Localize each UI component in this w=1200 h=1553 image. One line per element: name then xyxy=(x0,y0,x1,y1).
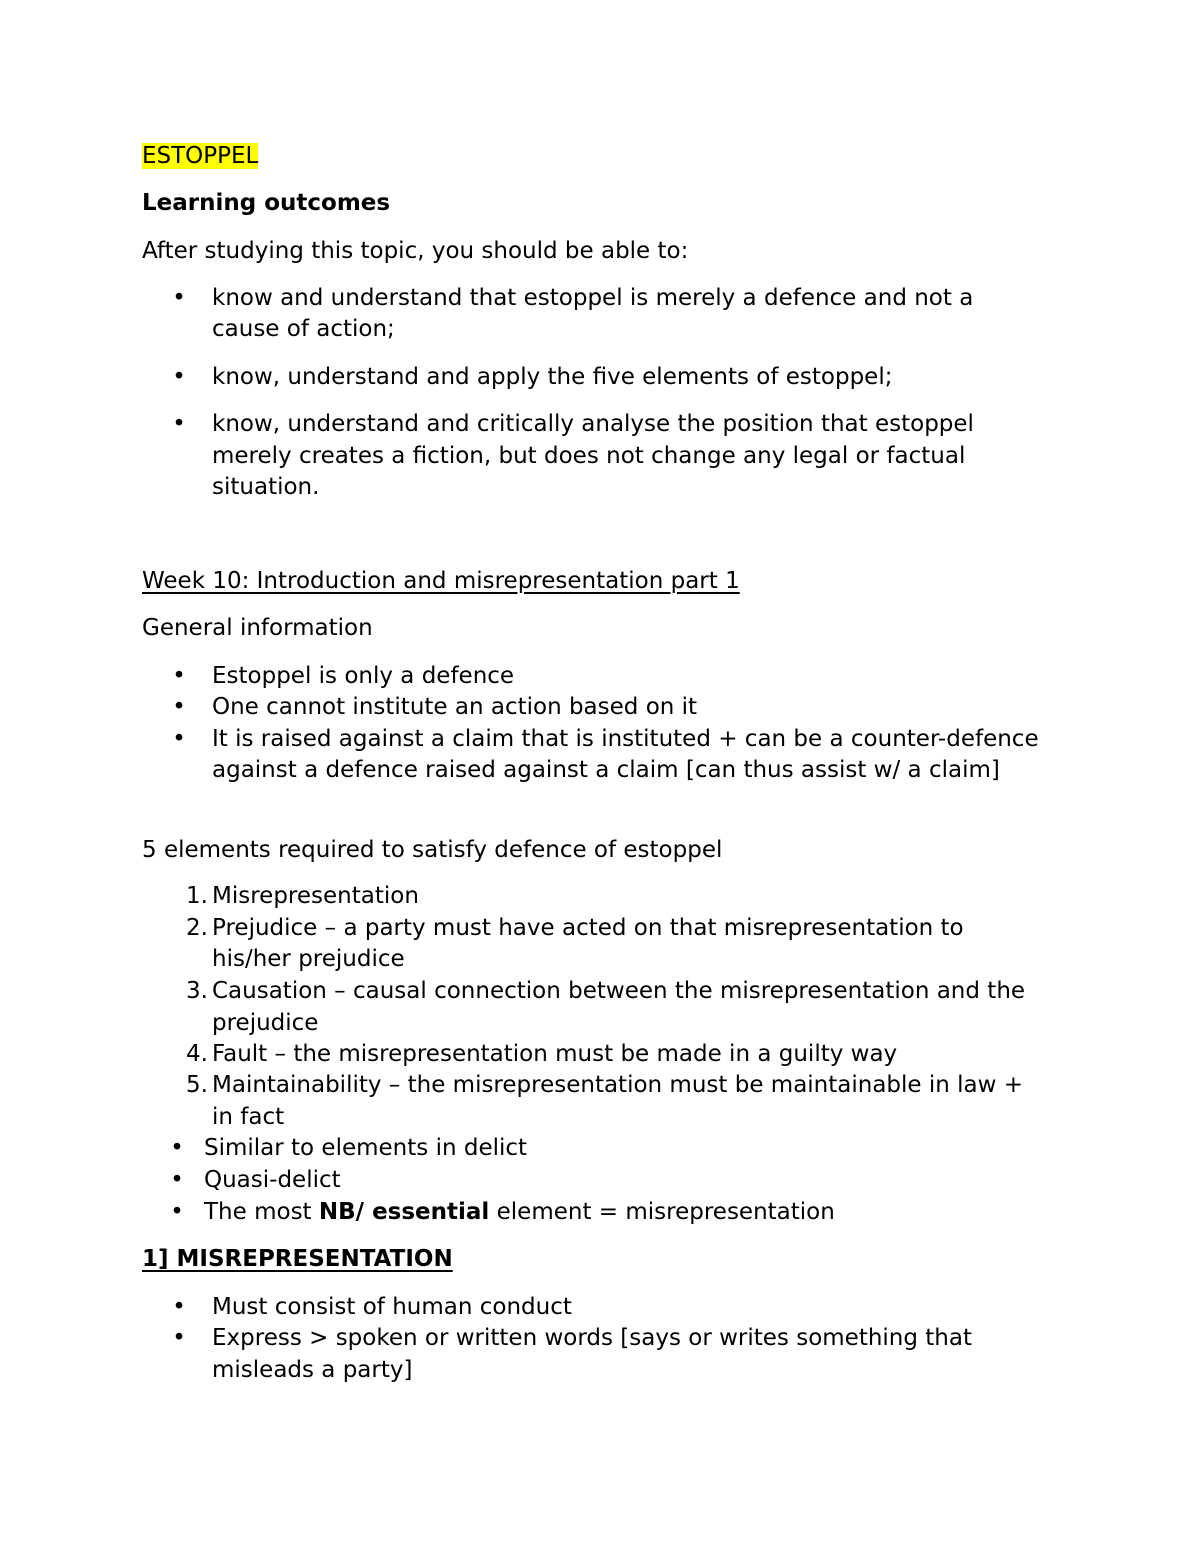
misrepresentation-heading: 1] MISREPRESENTATION xyxy=(142,1246,453,1272)
bullet-icon: • xyxy=(172,694,186,720)
list-item: One cannot institute an action based on it xyxy=(212,694,698,720)
text-post: element = misrepresentation xyxy=(489,1199,835,1225)
list-item: know, understand and critically analyse the position that estoppel xyxy=(212,411,974,437)
list-number: 3. xyxy=(186,978,208,1004)
bullet-icon: • xyxy=(172,285,186,311)
bullet-icon: • xyxy=(172,364,186,390)
list-item-continuation: against a defence raised against a claim [can thus assist w/ a claim] xyxy=(212,757,1000,783)
list-item: know and understand that estoppel is merely a defence and not a xyxy=(212,285,974,311)
bullet-icon: • xyxy=(170,1167,184,1193)
learning-outcomes-heading: Learning outcomes xyxy=(142,190,391,216)
intro-text: After studying this topic, you should be able to: xyxy=(142,238,689,264)
list-item: Express > spoken or written words [says or writes something that xyxy=(212,1325,972,1351)
list-number: 5. xyxy=(186,1072,208,1098)
title-highlight: ESTOPPEL xyxy=(142,143,259,169)
list-item: Fault – the misrepresentation must be made in a guilty way xyxy=(212,1041,898,1067)
bullet-icon: • xyxy=(172,663,186,689)
general-info-heading: General information xyxy=(142,615,373,641)
list-item xyxy=(204,1198,835,1226)
bullet-icon: • xyxy=(172,1294,186,1320)
list-item: Misrepresentation xyxy=(212,883,419,909)
bullet-icon: • xyxy=(170,1199,184,1225)
week-heading: Week 10: Introduction and misrepresentation part 1 xyxy=(142,568,740,594)
list-item: Maintainability – the misrepresentation must be maintainable in law + xyxy=(212,1072,1024,1098)
list-item: Must consist of human conduct xyxy=(212,1294,572,1320)
list-item: Similar to elements in delict xyxy=(204,1135,528,1161)
emphasis-text: NB/ essential xyxy=(318,1199,490,1225)
bullet-icon: • xyxy=(172,1325,186,1351)
list-item: Prejudice – a party must have acted on that misrepresentation to xyxy=(212,915,964,941)
list-item: Causation – causal connection between the misrepresentation and the xyxy=(212,978,1026,1004)
list-item: Quasi-delict xyxy=(204,1167,341,1193)
list-item-continuation: in fact xyxy=(212,1104,285,1130)
list-item: know, understand and apply the five elements of estoppel; xyxy=(212,364,893,390)
list-item-continuation: cause of action; xyxy=(212,316,395,342)
list-item-continuation: his/her prejudice xyxy=(212,946,405,972)
list-item: Estoppel is only a defence xyxy=(212,663,515,689)
list-number: 4. xyxy=(186,1041,208,1067)
list-number: 2. xyxy=(186,915,208,941)
document-title xyxy=(142,142,258,170)
list-number: 1. xyxy=(186,883,208,909)
list-item-continuation: prejudice xyxy=(212,1010,319,1036)
bullet-icon: • xyxy=(170,1135,184,1161)
elements-heading: 5 elements required to satisfy defence of estoppel xyxy=(142,837,723,863)
list-item: It is raised against a claim that is instituted + can be a counter-defence xyxy=(212,726,1039,752)
list-item-continuation: misleads a party] xyxy=(212,1357,413,1383)
bullet-icon: • xyxy=(172,726,186,752)
text-pre: The most xyxy=(204,1199,319,1225)
list-item-continuation: situation. xyxy=(212,474,320,500)
bullet-icon: • xyxy=(172,411,186,437)
list-item-continuation: merely creates a fiction, but does not change any legal or factual xyxy=(212,443,966,469)
